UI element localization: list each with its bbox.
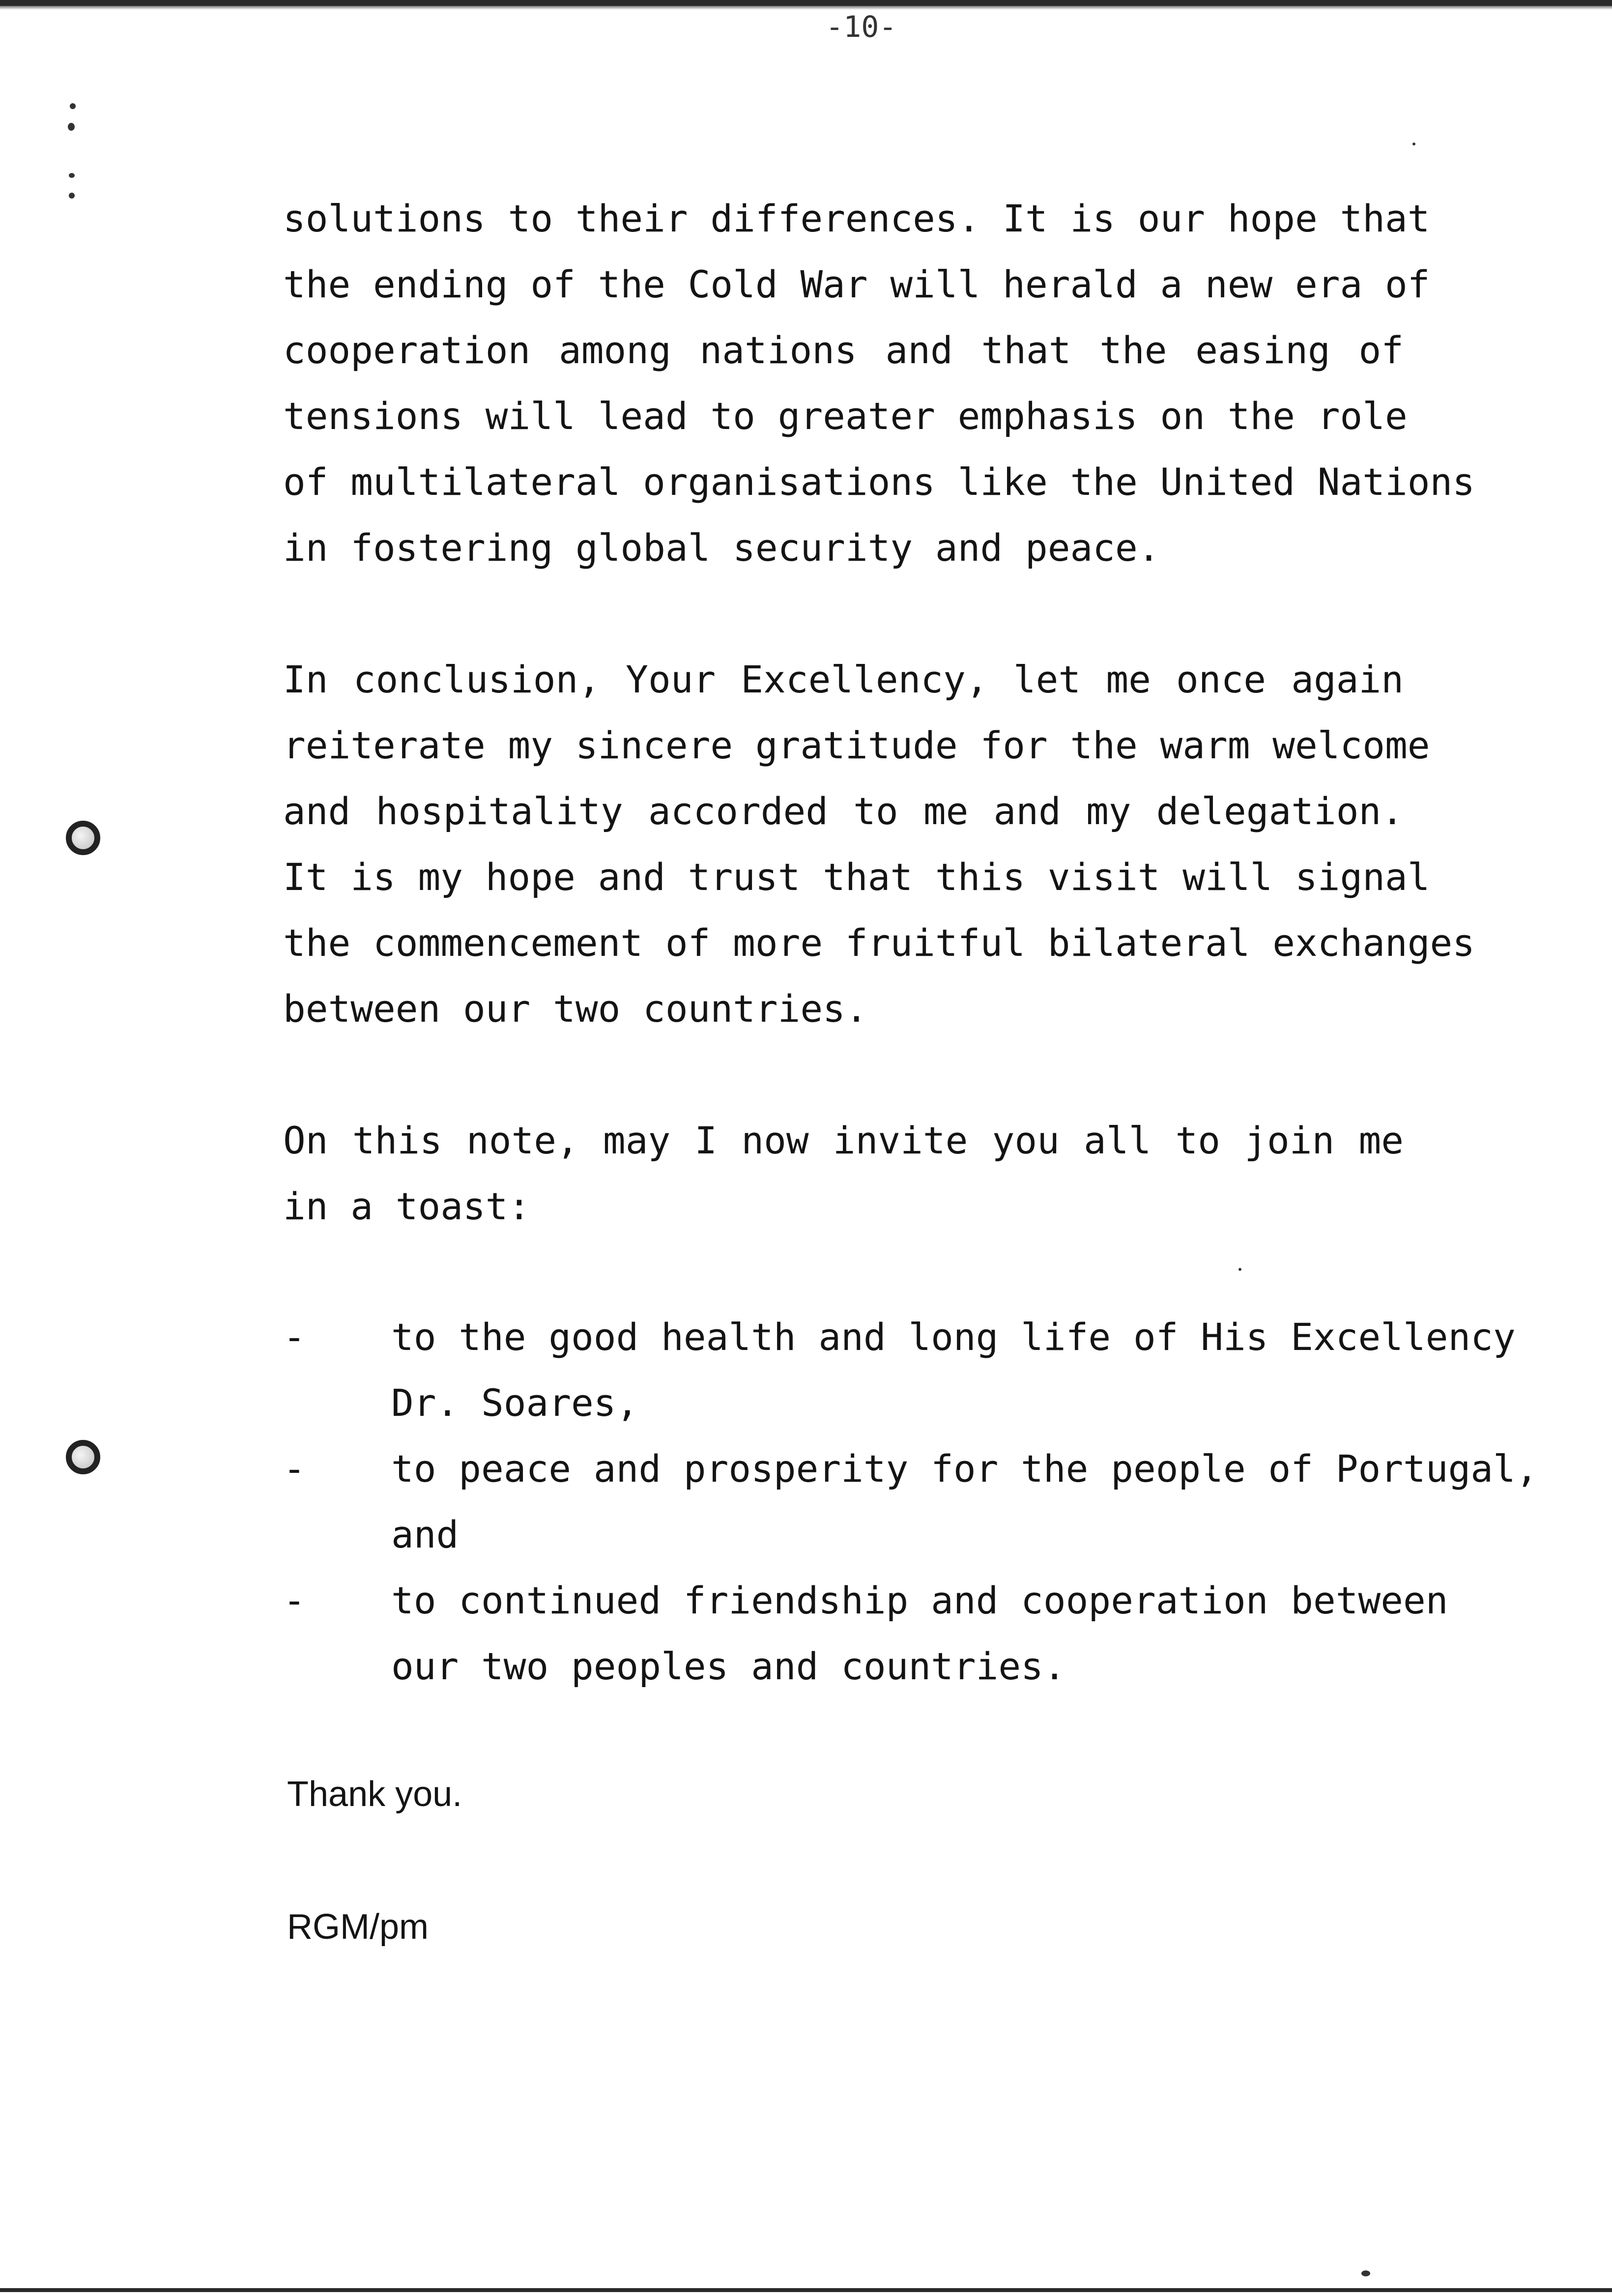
paragraph-international-relations	[283, 186, 1475, 581]
text-line: the commencement of more fruitful bilateral exchanges	[283, 921, 1475, 965]
margin-speck	[70, 103, 76, 109]
top-edge-border	[0, 0, 1612, 6]
margin-speck	[1238, 1268, 1241, 1271]
text-line: On this note, may I now invite you all to join me	[283, 1119, 1404, 1162]
text-line: our two peoples and countries.	[391, 1644, 1066, 1688]
toast-item	[283, 1436, 1538, 1568]
paragraph-conclusion	[283, 647, 1475, 1042]
text-line: Dr. Soares,	[391, 1381, 639, 1425]
dash-bullet: -	[283, 1315, 306, 1359]
text-line: and	[391, 1513, 459, 1556]
text-line: tensions will lead to greater emphasis on the role	[283, 394, 1408, 438]
margin-speck	[1361, 2270, 1370, 2276]
dash-bullet: -	[283, 1578, 306, 1622]
text-line: cooperation among nations and that the easing of	[283, 328, 1404, 372]
text-line: solutions to their differences. It is our hope that	[283, 197, 1430, 240]
text-line: of multilateral organisations like the United Nations	[283, 460, 1475, 504]
toast-item	[283, 1304, 1516, 1436]
margin-speck	[69, 173, 75, 178]
margin-speck	[1412, 143, 1415, 145]
text-line: to continued friendship and cooperation between	[391, 1578, 1448, 1622]
margin-speck	[69, 193, 75, 199]
bottom-edge-border	[0, 2288, 1612, 2292]
text-line: in a toast:	[283, 1184, 531, 1228]
toast-item	[283, 1568, 1448, 1699]
text-line: reiterate my sincere gratitude for the warm welcome	[283, 723, 1430, 767]
text-line: to peace and prosperity for the people of Portugal,	[391, 1447, 1538, 1491]
closing-thank-you: Thank you.	[287, 1775, 462, 1814]
text-line: between our two countries.	[283, 987, 868, 1031]
top-edge-shadow	[0, 6, 1612, 10]
dash-bullet: -	[283, 1447, 306, 1491]
text-line: in fostering global security and peace.	[283, 526, 1160, 570]
text-line: and hospitality accorded to me and my delegation.	[283, 789, 1404, 833]
author-initials: RGM/pm	[287, 1907, 429, 1947]
paragraph-toast-invitation	[283, 1108, 1404, 1239]
punch-hole-lower	[66, 1440, 100, 1474]
punch-hole-upper	[66, 821, 100, 855]
margin-speck	[68, 123, 75, 131]
text-line: In conclusion, Your Excellency, let me once again	[283, 658, 1404, 701]
page-number: -10-	[826, 10, 897, 44]
toast-list	[283, 1304, 1538, 1699]
text-line: the ending of the Cold War will herald a new era of	[283, 262, 1430, 306]
text-line: It is my hope and trust that this visit will signal	[283, 855, 1430, 899]
text-line: to the good health and long life of His Excellency	[391, 1315, 1516, 1359]
